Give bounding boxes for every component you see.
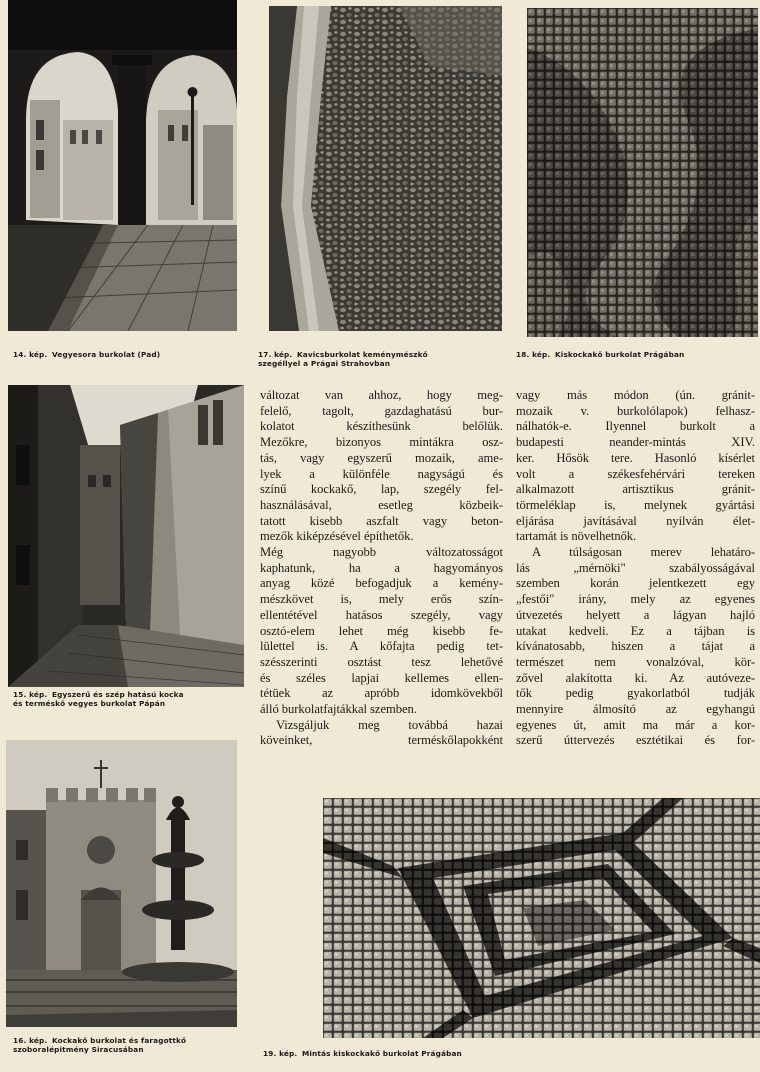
text-line: ker. Hősök tere. Hasonló kísérlet bbox=[516, 450, 755, 465]
caption-fig14-text: Vegyesora burkolat (Pad) bbox=[51, 350, 161, 359]
caption-fig16 bbox=[13, 1037, 186, 1054]
text-line: használásával, esetleg közbeik- bbox=[260, 497, 503, 512]
text-line: mészkövet is, mely erős szín- bbox=[260, 592, 503, 607]
text-line: lülettel is. A kőfajta pedig tet- bbox=[260, 639, 503, 654]
text-line: kívánatosabb, hiszen a tájat a bbox=[516, 639, 755, 654]
photo-fountain-siracusa bbox=[6, 740, 237, 1027]
text-line: természet nem vonalzóval, kör- bbox=[516, 654, 755, 669]
caption-fig14-number: 14. kép. bbox=[13, 350, 48, 359]
text-line: „festői" irány, mely az egyenes bbox=[516, 592, 755, 607]
text-line: egyenes út, amit ma már a kor- bbox=[516, 717, 755, 732]
text-line: tás, vagy egyszerű mozaik, ame- bbox=[260, 450, 503, 465]
text-line: szésszerinti osztást tesz lehetővé bbox=[260, 654, 503, 669]
text-line: köveinket, terméskőlapokként bbox=[260, 733, 503, 748]
text-line: felelő, tagolt, gazdaghatású bur- bbox=[260, 403, 503, 418]
text-line: mezők kiképzésével építhetők. bbox=[260, 529, 414, 544]
article-column-middle bbox=[260, 388, 503, 749]
text-line: volt a székesfehérvári tereken bbox=[516, 466, 755, 481]
text-line: kaphatunk, ha a hagyományos bbox=[260, 560, 503, 575]
text-line: budapesti neander-mintás XIV. bbox=[516, 435, 755, 450]
caption-fig15-text-line2: és terméskő vegyes burkolat Pápán bbox=[13, 698, 166, 708]
caption-fig14 bbox=[13, 351, 160, 360]
text-line: alkalmazott artisztikus gránit- bbox=[516, 482, 755, 497]
text-line: vagy más módon (ún. gránit- bbox=[516, 388, 755, 402]
text-line: útvezetés helyett a lágyan hajló bbox=[516, 607, 755, 622]
text-line: eljárása javításával nyilván élet- bbox=[516, 513, 755, 528]
text-line: lyek a különféle nagyságú és bbox=[260, 466, 503, 481]
text-line: mozaik v. burkolólapok) felhasz- bbox=[516, 403, 755, 418]
caption-fig19-text: Mintás kiskockakő burkolat Prágában bbox=[301, 1049, 462, 1058]
caption-fig15 bbox=[13, 691, 184, 708]
text-line: nálhatók-e. Ilyennel burkolt a bbox=[516, 419, 755, 434]
text-line: zővel alakította ki. Az autóveze- bbox=[516, 670, 755, 685]
text-line: Még nagyobb változatosságot bbox=[260, 545, 503, 560]
caption-fig19-number: 19. kép. bbox=[263, 1049, 298, 1058]
text-line: változat van ahhoz, hogy meg- bbox=[260, 388, 503, 402]
caption-fig16-text-line1: Kockakő burkolat és faragottkő bbox=[51, 1036, 187, 1045]
text-line: és széles lapjai kellemes ellen- bbox=[260, 670, 503, 685]
caption-fig17-text-line2: szegéllyel a Prágai Strahovban bbox=[258, 358, 391, 368]
photo-patterned-cobblestone bbox=[323, 798, 760, 1038]
text-line: tartamát is növelhetnők. bbox=[516, 529, 637, 544]
text-line: A túlságosan merev lehatáro- bbox=[532, 545, 755, 560]
text-line: tők pedig gyakorlatból tudják bbox=[516, 686, 755, 701]
caption-fig15-text-line1: Egyszerű és szép hatású kocka bbox=[51, 690, 184, 699]
text-line: színű kockakő, lap, szegély fel- bbox=[260, 482, 503, 497]
text-line: osztó-elem lehet még kisebb fe- bbox=[260, 623, 503, 638]
text-line: kolatot készíthesünk belőlük. bbox=[260, 419, 503, 434]
photo-arcade-pad bbox=[8, 0, 237, 331]
text-line: ellentétével hatásos szegély, vagy bbox=[260, 607, 503, 622]
article-column-right bbox=[516, 388, 755, 749]
caption-fig17 bbox=[258, 351, 428, 368]
text-line: Vizsgáljuk meg továbbá hazai bbox=[276, 717, 503, 732]
text-line: szemben korán jelentkezett egy bbox=[516, 576, 755, 591]
caption-fig18-text: Kiskockakő burkolat Prágában bbox=[554, 350, 685, 359]
caption-fig15-number: 15. kép. bbox=[13, 690, 48, 699]
caption-fig17-text-line1: Kavicsburkolat keménymészkő bbox=[296, 350, 428, 359]
text-line: Mezőkre, bizonyos mintákra osz- bbox=[260, 435, 503, 450]
text-line: tatott kisebb aszfalt vagy beton- bbox=[260, 513, 503, 528]
photo-gravel-strahov bbox=[269, 6, 502, 331]
text-line: lás „mérnöki" szabályosságával bbox=[516, 560, 755, 575]
caption-fig17-number: 17. kép. bbox=[258, 350, 293, 359]
text-line: álló burkolatfajtákkal szemben. bbox=[260, 702, 417, 717]
text-line: szerű úttervezés esztétikai és for- bbox=[516, 733, 755, 748]
caption-fig16-number: 16. kép. bbox=[13, 1036, 48, 1045]
caption-fig18 bbox=[516, 351, 684, 360]
text-line: tétüek az apróbb idomkövekből bbox=[260, 686, 503, 701]
text-line: anyag közé befogadjuk a kemény- bbox=[260, 576, 503, 591]
photo-cobblestone-prague bbox=[527, 8, 758, 337]
caption-fig16-text-line2: szoboralépitmény Siracusában bbox=[13, 1044, 144, 1054]
caption-fig19 bbox=[263, 1050, 462, 1059]
caption-fig18-number: 18. kép. bbox=[516, 350, 551, 359]
text-line: mennyire álmosító az egyhangú bbox=[516, 702, 755, 717]
text-line: törmeléklap is, melynek gyártási bbox=[516, 497, 755, 512]
text-line: utakat kedveli. Ez a tájban is bbox=[516, 623, 755, 638]
photo-street-papa bbox=[8, 385, 244, 687]
